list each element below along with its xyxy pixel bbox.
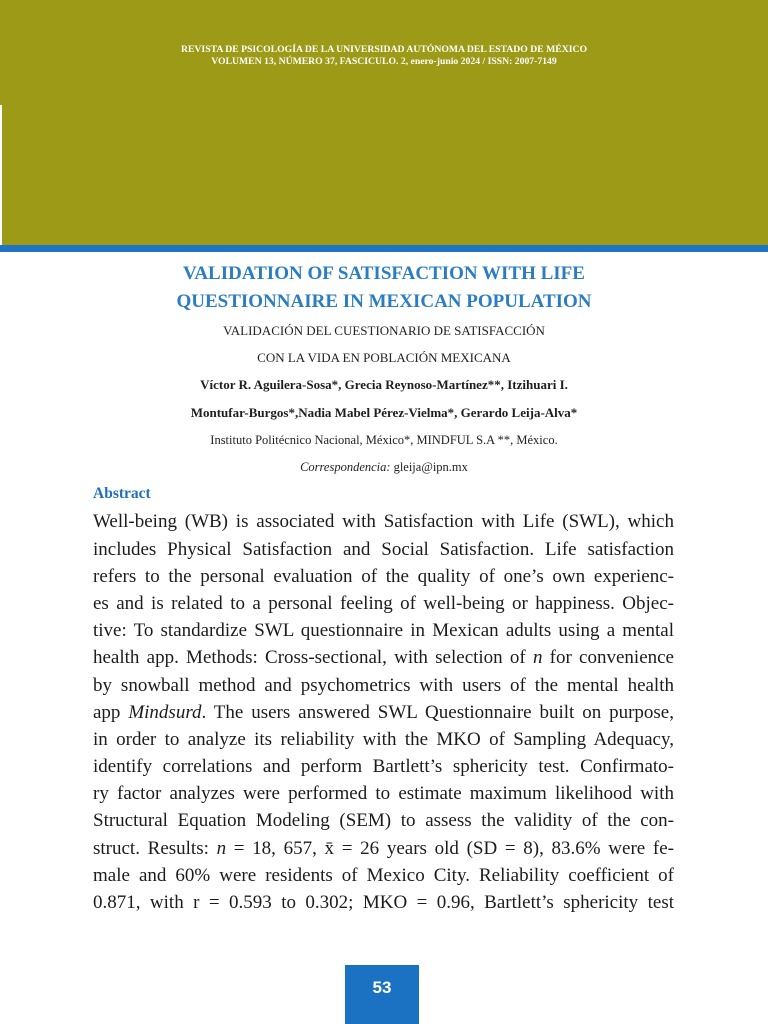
abstract-line — [93, 644, 674, 671]
abstract-line — [93, 563, 674, 590]
abstract-line — [93, 699, 674, 726]
journal-name: REVISTA DE PSICOLOGÍA DE LA UNIVERSIDAD AUTÓNOMA DEL ESTADO DE MÉXICO — [180, 44, 588, 55]
abstract-line — [93, 780, 674, 807]
abstract-text: tive: To standardize SWL questionnaire in Mexican adults using a mental — [93, 620, 674, 642]
abstract-text: ry factor analyzes were performed to estimate maximum likelihood with — [93, 783, 674, 805]
correspondence — [0, 454, 768, 481]
article-title-line: QUESTIONNAIRE IN MEXICAN POPULATION — [176, 291, 592, 312]
header-band — [0, 0, 768, 246]
author-line: Víctor R. Aguilera-Sosa*, Grecia Reynoso-Martínez**, Itzihuari I. — [200, 377, 568, 392]
abstract-text: Well-being (WB) is associated with Satisfaction with Life (SWL), which — [93, 511, 674, 533]
abstract-italic-term: Mindsurd — [128, 701, 202, 723]
article-title-line: VALIDATION OF SATISFACTION WITH LIFE — [183, 263, 585, 284]
header-divider-stripe — [0, 245, 768, 252]
author-line: Montufar-Burgos*,Nadia Mabel Pérez-Vielma*, Gerardo Leija-Alva* — [190, 405, 578, 420]
abstract-line — [93, 726, 674, 753]
abstract-italic-term: n — [216, 837, 227, 859]
abstract-text: . The users answered SWL Questionnaire built on purpose, — [201, 701, 674, 723]
article-subtitle-spanish — [0, 317, 768, 371]
abstract-text: for convenience — [542, 647, 674, 669]
abstract-line — [93, 590, 674, 617]
abstract-line — [93, 617, 674, 644]
abstract-text: struct. Results: — [93, 837, 217, 859]
abstract-line — [93, 672, 674, 699]
journal-header — [0, 44, 768, 68]
abstract-text: in order to analyze its reliability with the MKO of Sampling Adequacy, — [93, 728, 674, 750]
abstract-text: es and is related to a personal feeling of well-being or happiness. Objec- — [93, 592, 674, 614]
article-subtitle-line: VALIDACIÓN DEL CUESTIONARIO DE SATISFACCIÓN — [223, 322, 545, 338]
correspondence-email: gleija@ipn.mx — [393, 459, 468, 474]
abstract-text: refers to the personal evaluation of the quality of one’s own experienc- — [93, 565, 674, 587]
journal-issue-info: VOLUMEN 13, NÚMERO 37, FASCICULO. 2, enero-junio 2024 / ISSN: 2007-7149 — [211, 56, 557, 67]
abstract-text: identify correlations and perform Bartlett’s sphericity test. Confirmato- — [93, 756, 674, 778]
article-subtitle-line: CON LA VIDA EN POBLACIÓN MEXICANA — [257, 349, 511, 365]
abstract-line — [93, 508, 674, 535]
page-number-badge: 53 — [345, 965, 419, 1024]
author-list — [0, 371, 768, 427]
abstract-body — [93, 508, 674, 916]
header-band-notch — [0, 105, 2, 246]
abstract-line — [93, 753, 674, 780]
author-affiliation: Instituto Politécnico Nacional, México*, MINDFUL S.A **, México. — [210, 432, 558, 447]
abstract-text: app — [93, 701, 129, 723]
abstract-line — [93, 862, 674, 889]
abstract-text: includes Physical Satisfaction and Social Satisfaction. Life satisfaction — [93, 538, 674, 560]
abstract-text: health app. Methods: Cross-sectional, with selection of — [93, 647, 533, 669]
abstract-text: Structural Equation Modeling (SEM) to assess the validity of the con- — [93, 810, 674, 832]
abstract-line — [93, 889, 674, 916]
abstract-text: 0.871, with r = 0.593 to 0.302; MKO = 0.96, Bartlett’s sphericity test — [93, 892, 674, 914]
article-title — [0, 260, 768, 316]
abstract-text: male and 60% were residents of Mexico City. Reliability coefficient of — [93, 864, 674, 886]
abstract-line — [93, 807, 674, 834]
abstract-text: by snowball method and psychometrics with users of the mental health — [93, 674, 674, 696]
abstract-line — [93, 536, 674, 563]
abstract-italic-term: n — [532, 647, 543, 669]
abstract-text: = 18, 657, x̄ = 26 years old (SD = 8), 83.6% were fe- — [226, 837, 674, 859]
abstract-line — [93, 835, 674, 862]
correspondence-label: Correspondencia: — [300, 459, 391, 474]
abstract-heading: Abstract — [93, 485, 151, 502]
